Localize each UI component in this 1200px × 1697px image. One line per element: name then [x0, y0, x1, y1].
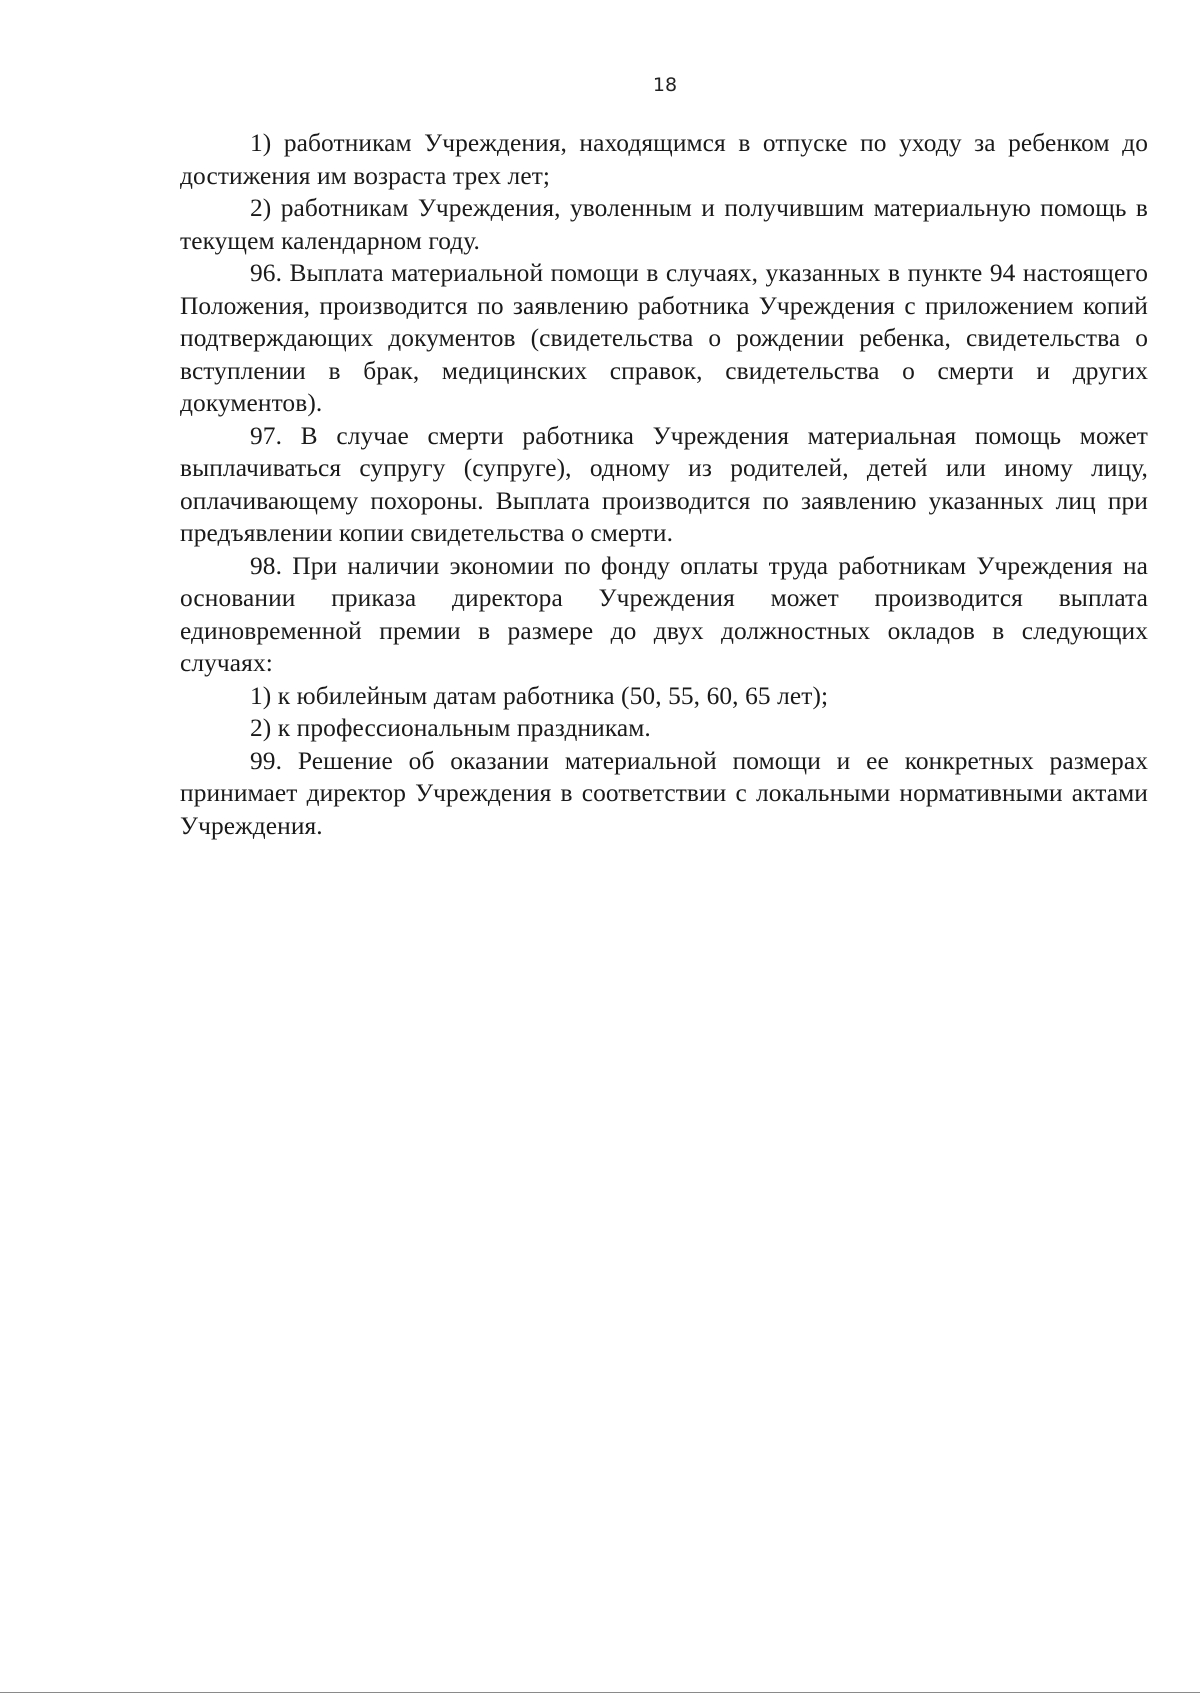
paragraph-99: 99. Решение об оказании материальной помощи и ее конкретных размерах принимает директор Учреждения в соответствии с локальными нормативными актами Учреждения.: [180, 746, 1148, 840]
document-body: [180, 127, 1148, 842]
paragraph-item-1-childcare-leave: 1) работникам Учреждения, находящимся в отпуске по уходу за ребенком до достижения им возраста трех лет;: [180, 129, 1148, 190]
paragraph-98: 98. При наличии экономии по фонду оплаты труда работникам Учреждения на основании приказа директора Учреждения может производится выплата единовременной премии в размере до двух должностных окладов в следующих случаях:: [180, 551, 1148, 677]
paragraph-item-1-anniversary: 1) к юбилейным датам работника (50, 55, 60, 65 лет);: [250, 681, 829, 710]
paragraph-96: 96. Выплата материальной помощи в случаях, указанных в пункте 94 настоящего Положения, производится по заявлению работника Учреждения с приложением копий подтверждающих документов (свидетельства о рождении ребенка, свидетельства о вступлении в брак, медицинских справок, свидетельства о смерти и других документов).: [180, 259, 1148, 417]
paragraph-item-2-dismissed: 2) работникам Учреждения, уволенным и получившим материальную помощь в текущем календарном году.: [180, 194, 1148, 255]
page-number: 18: [652, 74, 678, 96]
paragraph-item-2-holidays: 2) к профессиональным праздникам.: [250, 714, 651, 742]
scan-bottom-edge: [0, 1692, 1200, 1693]
paragraph-97: 97. В случае смерти работника Учреждения материальная помощь может выплачиваться супругу (супруге), одному из родителей, детей или иному лицу, оплачивающему похороны. Выплата производится по заявлению указанных лиц при предъявлении копии свидетельства о смерти.: [180, 421, 1148, 547]
